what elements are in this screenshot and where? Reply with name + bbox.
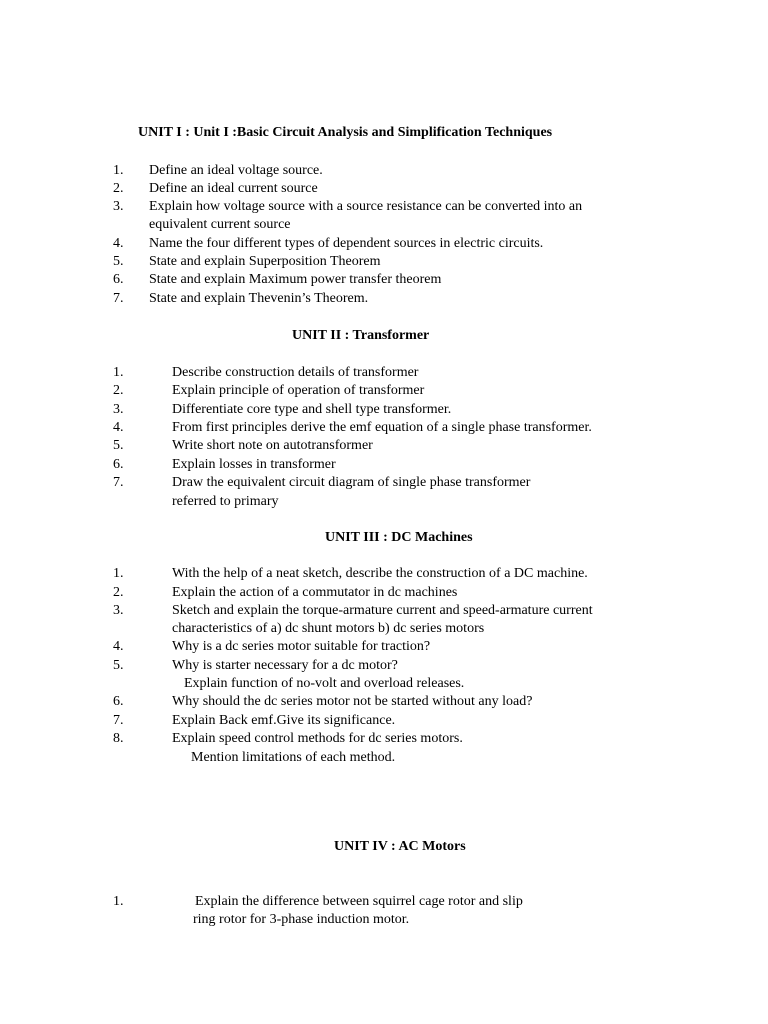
question-number: 5. [113, 658, 124, 673]
question-number: 1. [113, 894, 124, 909]
question-text-continued: referred to primary [172, 494, 279, 509]
question-text: State and explain Superposition Theorem [149, 254, 381, 269]
question-text: Explain how voltage source with a source resistance can be converted into an [149, 199, 583, 214]
question-text: Why is starter necessary for a dc motor? [172, 658, 398, 673]
unit-1-heading: UNIT I : Unit I :Basic Circuit Analysis and Simplification Techniques [138, 125, 553, 140]
question-text: Define an ideal voltage source. [149, 163, 323, 178]
question-text: Differentiate core type and shell type transformer. [172, 402, 452, 417]
question-text: With the help of a neat sketch, describe the construction of a DC machine. [172, 566, 588, 581]
question-text-continued: Explain function of no-volt and overload releases. [184, 676, 465, 691]
question-number: 5. [113, 254, 124, 269]
question-number: 7. [113, 713, 124, 728]
question-text: Write short note on autotransformer [172, 438, 373, 453]
question-number: 2. [113, 383, 124, 398]
question-number: 7. [113, 475, 124, 490]
question-text-continued: equivalent current source [149, 217, 291, 232]
question-number: 6. [113, 272, 124, 287]
question-text: Why should the dc series motor not be started without any load? [172, 694, 533, 709]
question-text: Describe construction details of transformer [172, 365, 419, 380]
question-number: 3. [113, 199, 124, 214]
question-number: 5. [113, 438, 124, 453]
question-number: 4. [113, 236, 124, 251]
question-number: 4. [113, 639, 124, 654]
question-text: Name the four different types of dependent sources in electric circuits. [149, 236, 544, 251]
unit-3-heading: UNIT III : DC Machines [325, 530, 473, 545]
question-text-continued: Mention limitations of each method. [191, 750, 396, 765]
question-number: 3. [113, 603, 124, 618]
question-number: 1. [113, 163, 124, 178]
unit-2-heading: UNIT II : Transformer [292, 328, 430, 343]
question-number: 3. [113, 402, 124, 417]
question-number: 4. [113, 420, 124, 435]
question-number: 2. [113, 585, 124, 600]
question-text: Why is a dc series motor suitable for traction? [172, 639, 431, 654]
question-text: Explain losses in transformer [172, 457, 336, 472]
question-number: 1. [113, 566, 124, 581]
question-text: Explain Back emf.Give its significance. [172, 713, 396, 728]
question-text: State and explain Maximum power transfer theorem [149, 272, 442, 287]
question-text: Draw the equivalent circuit diagram of single phase transformer [172, 475, 531, 490]
question-text: Explain the action of a commutator in dc machines [172, 585, 458, 600]
unit-4-heading: UNIT IV : AC Motors [334, 839, 466, 854]
question-number: 8. [113, 731, 124, 746]
question-text: Explain the difference between squirrel cage rotor and slip [195, 894, 523, 909]
question-number: 6. [113, 457, 124, 472]
question-number: 1. [113, 365, 124, 380]
question-text: Sketch and explain the torque-armature current and speed-armature current [172, 603, 593, 618]
question-text: State and explain Thevenin’s Theorem. [149, 291, 369, 306]
question-number: 2. [113, 181, 124, 196]
question-text-continued: ring rotor for 3-phase induction motor. [193, 912, 410, 927]
question-number: 6. [113, 694, 124, 709]
question-text-continued: characteristics of a) dc shunt motors b) dc series motors [172, 621, 485, 636]
question-text: Explain principle of operation of transformer [172, 383, 425, 398]
question-number: 7. [113, 291, 124, 306]
question-text: From first principles derive the emf equation of a single phase transformer. [172, 420, 592, 435]
question-text: Define an ideal current source [149, 181, 318, 196]
question-text: Explain speed control methods for dc series motors. [172, 731, 463, 746]
